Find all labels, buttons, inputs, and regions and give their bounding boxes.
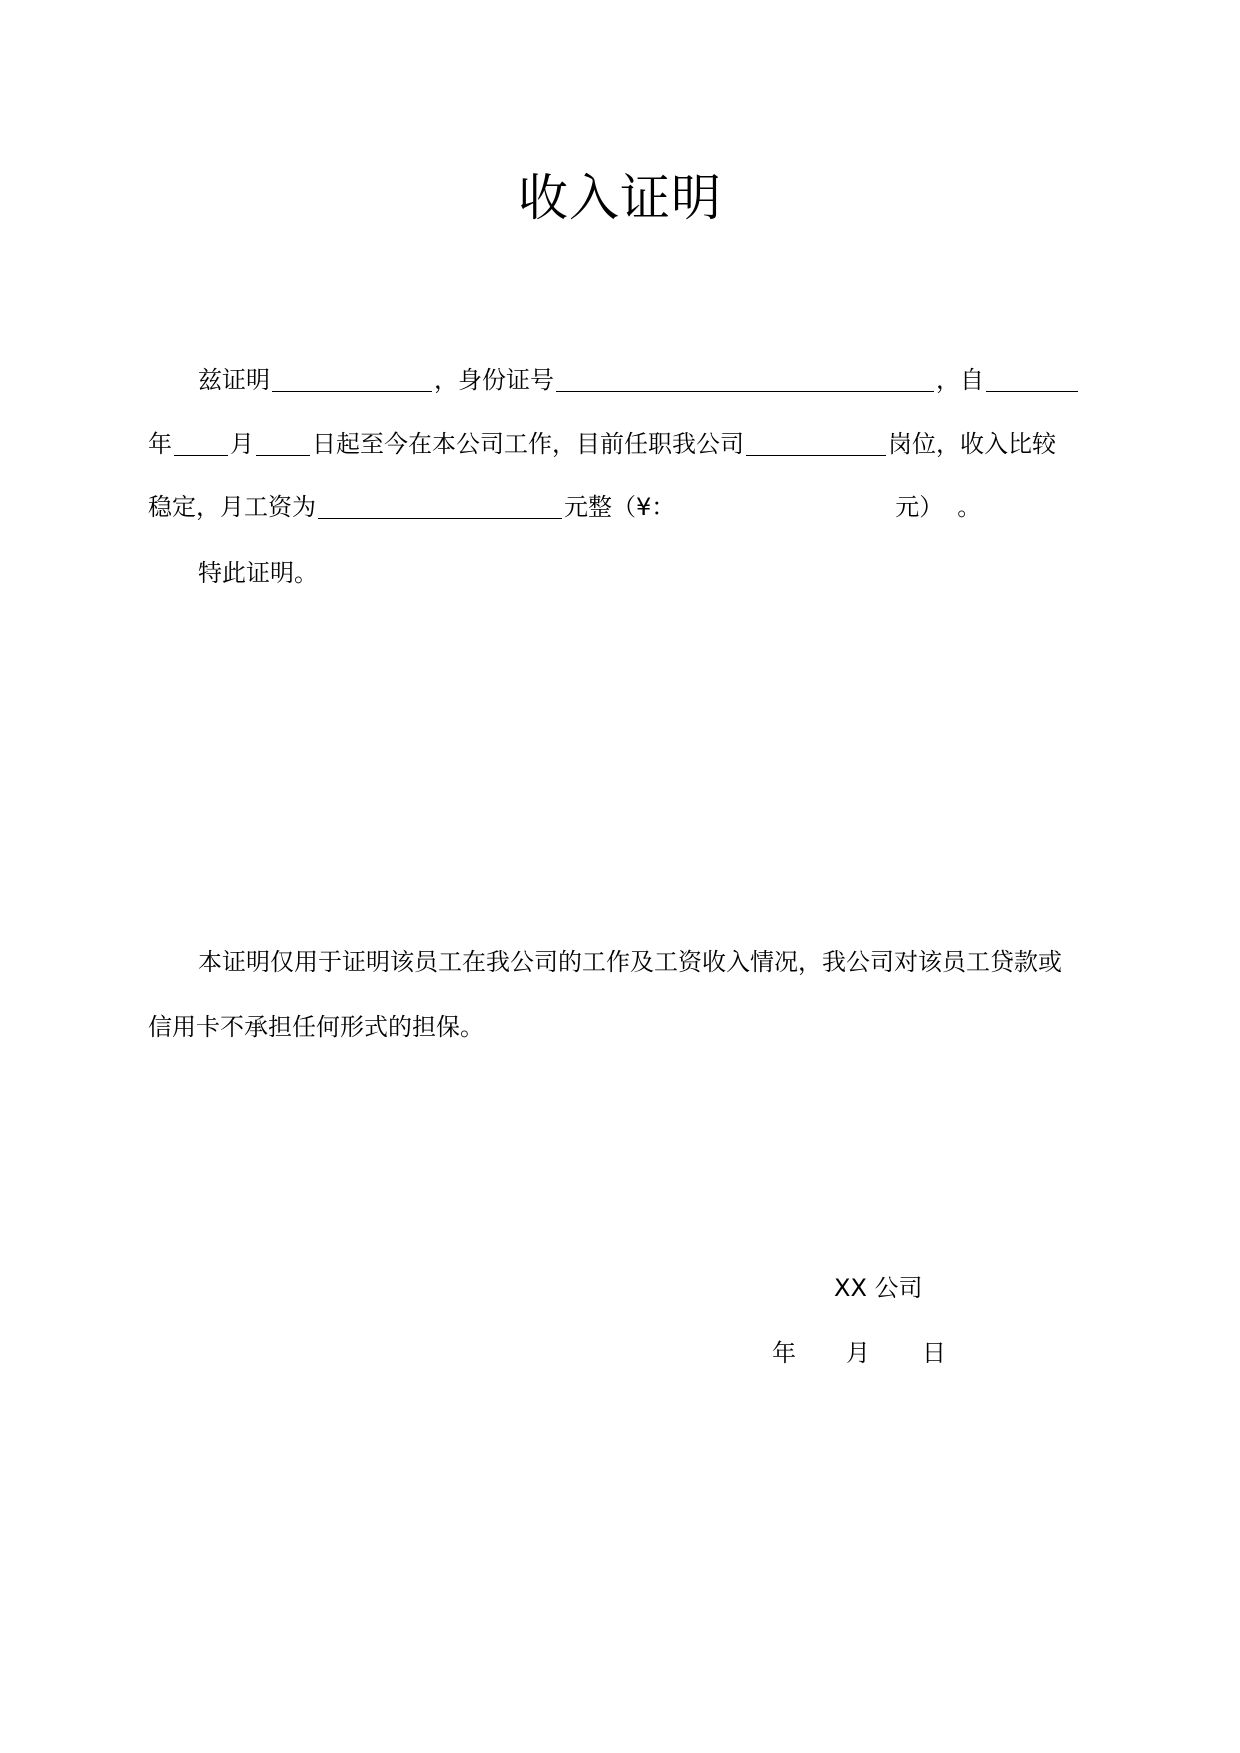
document-title: 收入证明 — [518, 169, 722, 227]
company-name: XX 公司 — [834, 1274, 923, 1302]
salary-amount-blank[interactable] — [318, 492, 562, 519]
signature-day: 日 — [922, 1339, 946, 1367]
start-month-blank[interactable] — [174, 429, 228, 456]
disclaimer-line2: 信用卡不承担任何形式的担保。 — [148, 1013, 484, 1041]
id-label: ，身份证号 — [434, 366, 554, 394]
paragraph1-line3 — [148, 490, 1096, 524]
position-blank[interactable] — [746, 429, 886, 456]
since-text: 日起至今在本公司工作，目前任职我公司 — [312, 430, 744, 458]
from-label: ，自 — [936, 366, 984, 394]
closing-statement: 特此证明。 — [198, 559, 318, 587]
yuan-close: 元） — [895, 493, 944, 521]
period: 。 — [957, 493, 982, 521]
salary-label: 稳定，月工资为 — [148, 493, 316, 521]
paragraph1-line1 — [198, 363, 1096, 397]
start-year-blank[interactable] — [986, 365, 1078, 392]
id-number-blank[interactable] — [556, 365, 934, 392]
amount-label: 元整（¥： — [564, 493, 676, 521]
prefix-text: 兹证明 — [198, 366, 270, 394]
month-label: 月 — [230, 430, 254, 458]
paragraph1-line2 — [148, 427, 1096, 461]
signature-month: 月 — [846, 1339, 870, 1367]
start-day-blank[interactable] — [256, 429, 310, 456]
year-label: 年 — [148, 430, 172, 458]
name-blank[interactable] — [272, 365, 432, 392]
disclaimer-line1: 本证明仅用于证明该员工在我公司的工作及工资收入情况，我公司对该员工贷款或 — [198, 948, 1062, 976]
signature-year: 年 — [772, 1339, 796, 1367]
position-text: 岗位，收入比较 — [888, 430, 1056, 458]
